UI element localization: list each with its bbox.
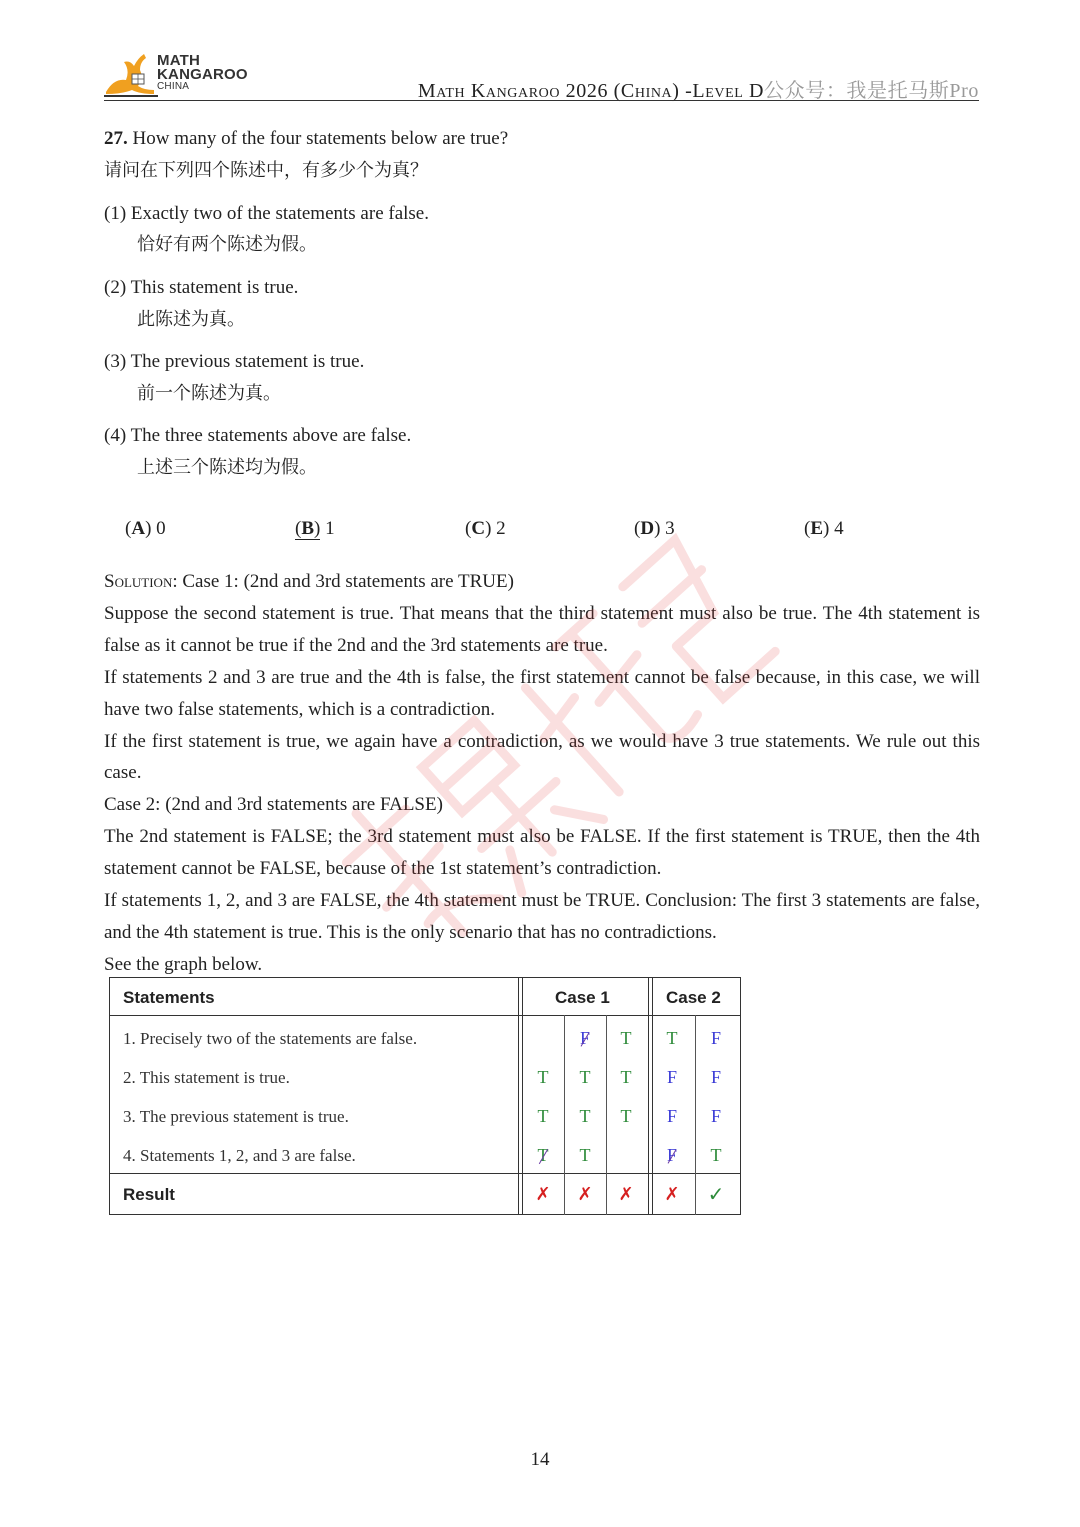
math-kangaroo-logo [104,52,248,102]
solution-heading: Solution: [104,571,178,592]
choice-letter: C [471,518,486,539]
choice-d[interactable]: (D) 3 [634,518,675,539]
statement-text: The previous statement is true. [130,351,365,372]
statement-text: This statement is true. [130,277,299,298]
choice-value: 2 [496,518,506,539]
cell-r3-c5: F [710,1106,721,1126]
question-number: 27. [104,128,128,149]
header-account-name: 公众号：我是托马斯Pro [764,80,979,102]
statement-1-cn: 恰好有两个陈述为假。 [137,234,317,255]
result-cross-1: ✗ [535,1184,551,1205]
kangaroo-icon [104,52,158,98]
header-case-2: Case 2 [666,988,721,1007]
cell-r2-c2: T [579,1067,591,1087]
row-label-2: 2. This statement is true. [123,1068,290,1087]
result-check: ✓ [707,1182,725,1206]
solution-paragraph-5: If statements 1, 2, and 3 are FALSE, the 4th statement must be TRUE. Conclusion: The first 3 statements are false, and the 4th statement is true. This is the only scenario that has no contradictions. [104,890,980,943]
cell-r3-c4: F [666,1106,677,1126]
choice-value: 4 [834,518,844,539]
logo-text [157,54,248,92]
choice-c[interactable]: (C) 2 [465,518,506,539]
cell-r1-c2 [565,1028,605,1049]
row-label-result: Result [123,1185,175,1204]
cell-r3-c1: T [537,1106,549,1126]
statement-1-en [104,202,429,226]
logo-line-1: MATH [157,52,201,69]
choice-value: 3 [665,518,675,539]
header-exam-title: Math Kangaroo 2026 (China) -Level D [417,80,765,102]
question-text-en: How many of the four statements below are true? [132,128,509,149]
solution-case2-title: Case 2: (2nd and 3rd statements are FALSE) [104,794,443,816]
choice-e[interactable]: (E) 4 [804,518,844,539]
statement-label: (3) [104,351,127,372]
statement-label: (2) [104,277,127,298]
statement-2-cn: 此陈述为真。 [137,309,245,330]
choice-letter: B [301,518,315,539]
cell-r4-c4 [652,1145,692,1166]
table-double-rule-2a [648,977,649,1215]
struck-value: F [666,1145,677,1165]
statement-4-cn: 上述三个陈述均为假。 [137,457,317,478]
cell-r4-c2: T [579,1145,591,1165]
row-label-4: 4. Statements 1, 2, and 3 are false. [123,1146,356,1165]
case1-title-text: Case 1: (2nd and 3rd statements are TRUE) [182,571,514,592]
choice-letter: A [131,518,146,539]
choice-letter: D [640,518,655,539]
page-number: 14 [530,1449,550,1470]
table-double-rule-1b [522,977,523,1215]
statement-3-en [104,350,364,374]
statement-4-en [104,424,411,448]
choice-a[interactable]: (A) 0 [125,518,166,539]
cell-r2-c3: T [620,1067,632,1087]
result-cross-2: ✗ [577,1184,593,1205]
cell-r4-c1 [523,1145,563,1166]
cell-r4-c5: T [710,1145,722,1165]
result-cross-3: ✗ [618,1184,634,1205]
truth-table [109,977,741,1215]
question-line [104,127,508,151]
cell-r1-c5: F [710,1028,721,1048]
solution-paragraph-3: If the first statement is true, we again have a contradiction, as we would have 3 true statements. We rule out this case. [104,730,980,784]
cell-r1-c3: T [620,1028,632,1048]
statement-3-cn: 前一个陈述为真。 [137,383,281,404]
statement-text: Exactly two of the statements are false. [130,203,429,224]
table-border [109,977,741,1215]
header-divider [104,100,979,101]
statement-text: The three statements above are false. [130,425,412,446]
solution-paragraph-4: The 2nd statement is FALSE; the 3rd statement must also be FALSE. If the first statement is TRUE, then the 4th statement cannot be FALSE, because of the 1st statement’s contradiction. [104,826,980,880]
cell-r2-c1: T [537,1067,549,1087]
logo-line-2: KANGAROO [157,66,248,83]
struck-value: T [537,1145,549,1165]
solution-block [104,566,980,981]
statement-label: (1) [104,203,127,224]
solution-case1-title [104,566,980,598]
cell-r3-c3: T [620,1106,632,1126]
choice-b[interactable]: (B) 1 [295,518,335,539]
table-result-divider [109,1173,741,1174]
solution-paragraph-6: See the graph below. [104,953,263,975]
statement-2-en [104,276,298,300]
page-header-title [418,74,979,103]
solution-paragraph-1: Suppose the second statement is true. That means that the third statement must also be true. The 4th statement is false as it cannot be true if the 2nd and the 3rd statements are true. [104,602,980,656]
choice-value: 0 [156,518,166,539]
cell-r2-c4: F [666,1067,677,1087]
choice-letter: E [810,518,824,539]
table-header-divider [109,1015,741,1016]
cell-r1-c4: T [666,1028,678,1048]
cell-r3-c2: T [579,1106,591,1126]
table-double-rule-2b [652,977,653,1215]
cell-r2-c5: F [710,1067,721,1087]
statement-label: (4) [104,425,127,446]
struck-value: F [579,1028,590,1048]
question-text-cn: 请问在下列四个陈述中，有多少个为真？ [104,160,428,181]
choice-value: 1 [325,518,335,539]
logo-line-3: CHINA [157,81,190,92]
result-cross-4: ✗ [664,1184,680,1205]
row-label-3: 3. The previous statement is true. [123,1107,349,1126]
header-case-1: Case 1 [555,988,610,1007]
row-label-1: 1. Precisely two of the statements are false. [123,1029,418,1048]
solution-paragraph-2: If statements 2 and 3 are true and the 4th is false, the first statement cannot be false because, in this case, we will have two false statements, which is a contradiction. [104,666,980,720]
header-statements: Statements [123,988,215,1007]
table-double-rule-1a [518,977,519,1215]
